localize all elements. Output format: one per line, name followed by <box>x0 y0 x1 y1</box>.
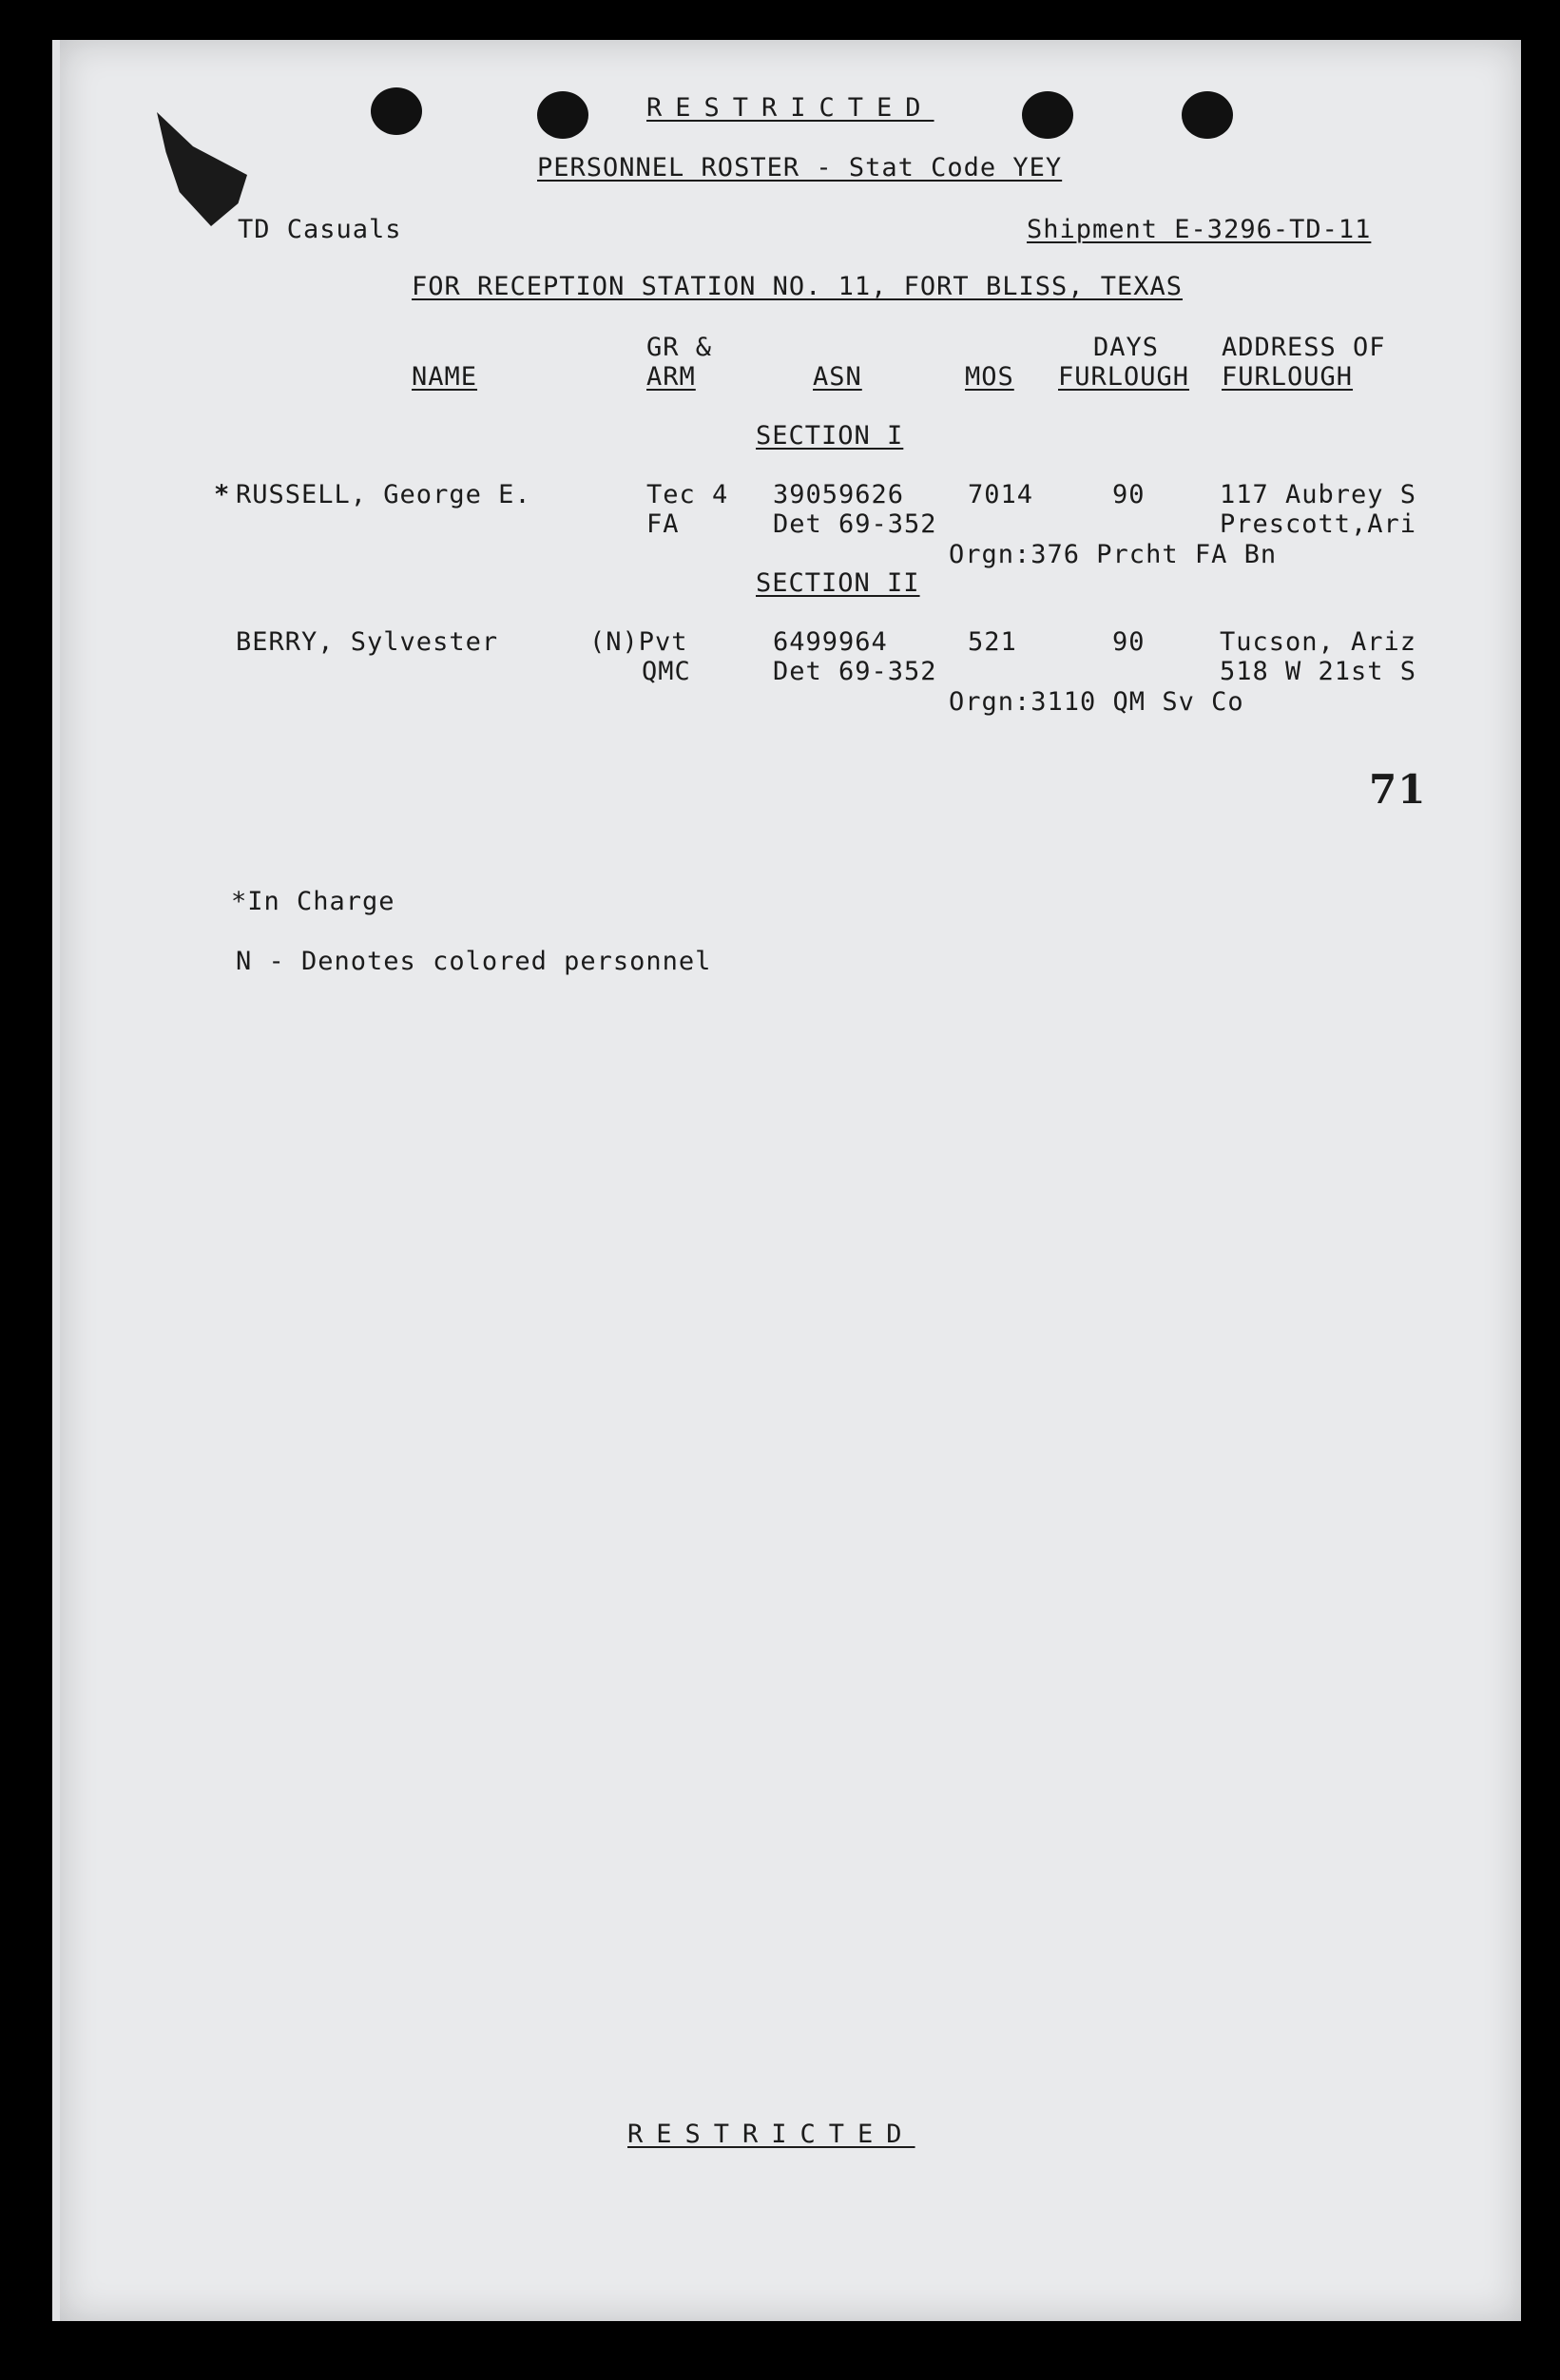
furlough-address-line2: Prescott,Ari <box>1220 509 1417 539</box>
column-arm: ARM <box>646 362 696 392</box>
page-number: 71 <box>1369 766 1427 813</box>
classification-header: RESTRICTED <box>646 93 934 123</box>
in-charge-marker: * <box>214 480 231 509</box>
column-mos: MOS <box>965 362 1014 392</box>
soldier-arm: FA <box>646 509 680 539</box>
group-label: TD Casuals <box>238 215 402 244</box>
classification-footer: RESTRICTED <box>627 2120 915 2149</box>
section-title: SECTION II <box>756 568 920 598</box>
soldier-name: RUSSELL, George E. <box>236 480 531 509</box>
furlough-address-line2: 518 W 21st S <box>1220 657 1417 686</box>
soldier-grade: Tec 4 <box>646 480 729 509</box>
punch-hole <box>1022 91 1073 139</box>
soldier-mos: 521 <box>968 627 1017 657</box>
footnote-in-charge: *In Charge <box>231 887 395 916</box>
section-title: SECTION I <box>756 421 904 451</box>
column-days-line1: DAYS <box>1093 333 1160 362</box>
soldier-detachment: Det 69-352 <box>773 509 937 539</box>
furlough-address-line1: Tucson, Ariz <box>1220 627 1417 657</box>
soldier-organization: Orgn:376 Prcht FA Bn <box>949 540 1278 569</box>
soldier-detachment: Det 69-352 <box>773 657 937 686</box>
column-address-furlough: FURLOUGH <box>1222 362 1354 392</box>
soldier-asn: 39059626 <box>773 480 905 509</box>
soldier-grade: (N)Pvt <box>589 627 688 657</box>
column-name: NAME <box>412 362 478 392</box>
column-days-furlough: FURLOUGH <box>1058 362 1190 392</box>
punch-hole <box>1182 91 1233 139</box>
column-grade-line1: GR & <box>646 333 713 362</box>
furlough-address-line1: 117 Aubrey S <box>1220 480 1417 509</box>
soldier-arm: QMC <box>642 657 691 686</box>
shipment-number: Shipment E-3296-TD-11 <box>1027 215 1372 244</box>
destination-line: FOR RECEPTION STATION NO. 11, FORT BLISS, TEXAS <box>412 272 1184 301</box>
footnote-colored: N - Denotes colored personnel <box>236 947 712 976</box>
column-address-line1: ADDRESS OF <box>1222 333 1386 362</box>
punch-hole <box>537 91 588 139</box>
furlough-days: 90 <box>1112 627 1146 657</box>
punch-hole <box>371 87 422 135</box>
soldier-name: BERRY, Sylvester <box>236 627 499 657</box>
soldier-organization: Orgn:3110 QM Sv Co <box>949 687 1244 717</box>
column-asn: ASN <box>813 362 862 392</box>
roster-title: PERSONNEL ROSTER - Stat Code YEY <box>537 153 1063 182</box>
furlough-days: 90 <box>1112 480 1146 509</box>
soldier-asn: 6499964 <box>773 627 888 657</box>
soldier-mos: 7014 <box>968 480 1034 509</box>
